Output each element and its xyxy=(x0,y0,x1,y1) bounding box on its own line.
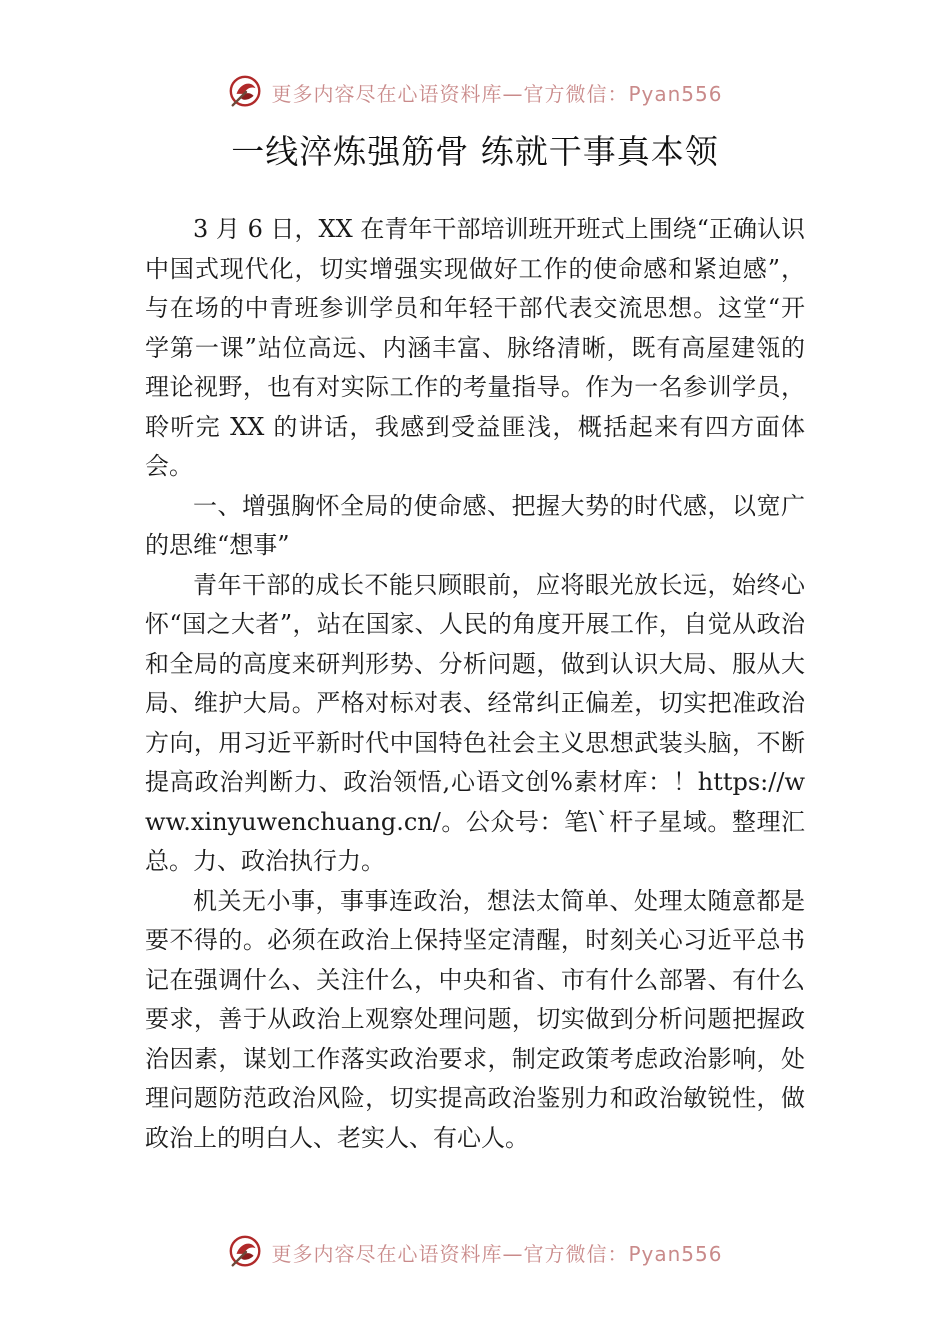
document-title: 一线淬炼强筋骨 练就干事真本领 xyxy=(231,132,719,171)
banner-text: 更多内容尽在心语资料库—官方微信：Pyan556 xyxy=(271,1241,723,1266)
paragraph-2: 青年干部的成长不能只顾眼前，应将眼光放长远，始终心怀“国之大者”，站在国家、人民的角度开展工作，自觉从政治和全局的高度来研判形势、分析问题，做到认识大局、服从大局、维护大局。严格对标对表、经常纠正偏差，切实把准政治方向，用习近平新时代中国特色社会主义思想武装头脑，不断提高政治判断力、政治领悟,心语文创%素材库：！https://www.xinyuwenchuang.cn/。公众号：笔\`杆子星域。整理汇总。力、政治执行力。 xyxy=(145,570,805,875)
section-heading-1: 一、增强胸怀全局的使命感、把握大势的时代感，以宽广的思维“想事” xyxy=(145,491,805,559)
paragraph-3: 机关无小事，事事连政治，想法太简单、处理太随意都是要不得的。必须在政治上保持坚定清醒，时刻关心习近平总书记在强调什么、关注什么，中央和省、市有什么部署、有什么要求，善于从政治上观察处理问题，切实做到分析问题把握政治因素，谋划工作落实政治要求，制定政策考虑政治影响，处理问题防范政治风险，切实提高政治鉴别力和政治敏锐性，做政治上的明白人、老实人、有心人。 xyxy=(145,886,805,1152)
paragraph-intro: 3 月 6 日，XX 在青年干部培训班开班式上围绕“正确认识中国式现代化，切实增强实现做好工作的使命感和紧迫感”，与在场的中青班参训学员和年轻干部代表交流思想。这堂“开学第一课”站位高远、内涵丰富、脉络清晰，既有高屋建瓴的理论视野，也有对实际工作的考量指导。作为一名参训学员，聆听完 XX 的讲话，我感到受益匪浅，概括起来有四方面体会。 xyxy=(145,215,805,480)
header-banner xyxy=(0,70,950,114)
banner-text: 更多内容尽在心语资料库—官方微信：Pyan556 xyxy=(271,81,723,106)
rose-logo-icon xyxy=(227,73,265,111)
document-body xyxy=(145,210,805,1158)
rose-logo-icon xyxy=(227,1233,265,1271)
footer-banner xyxy=(0,1230,950,1274)
